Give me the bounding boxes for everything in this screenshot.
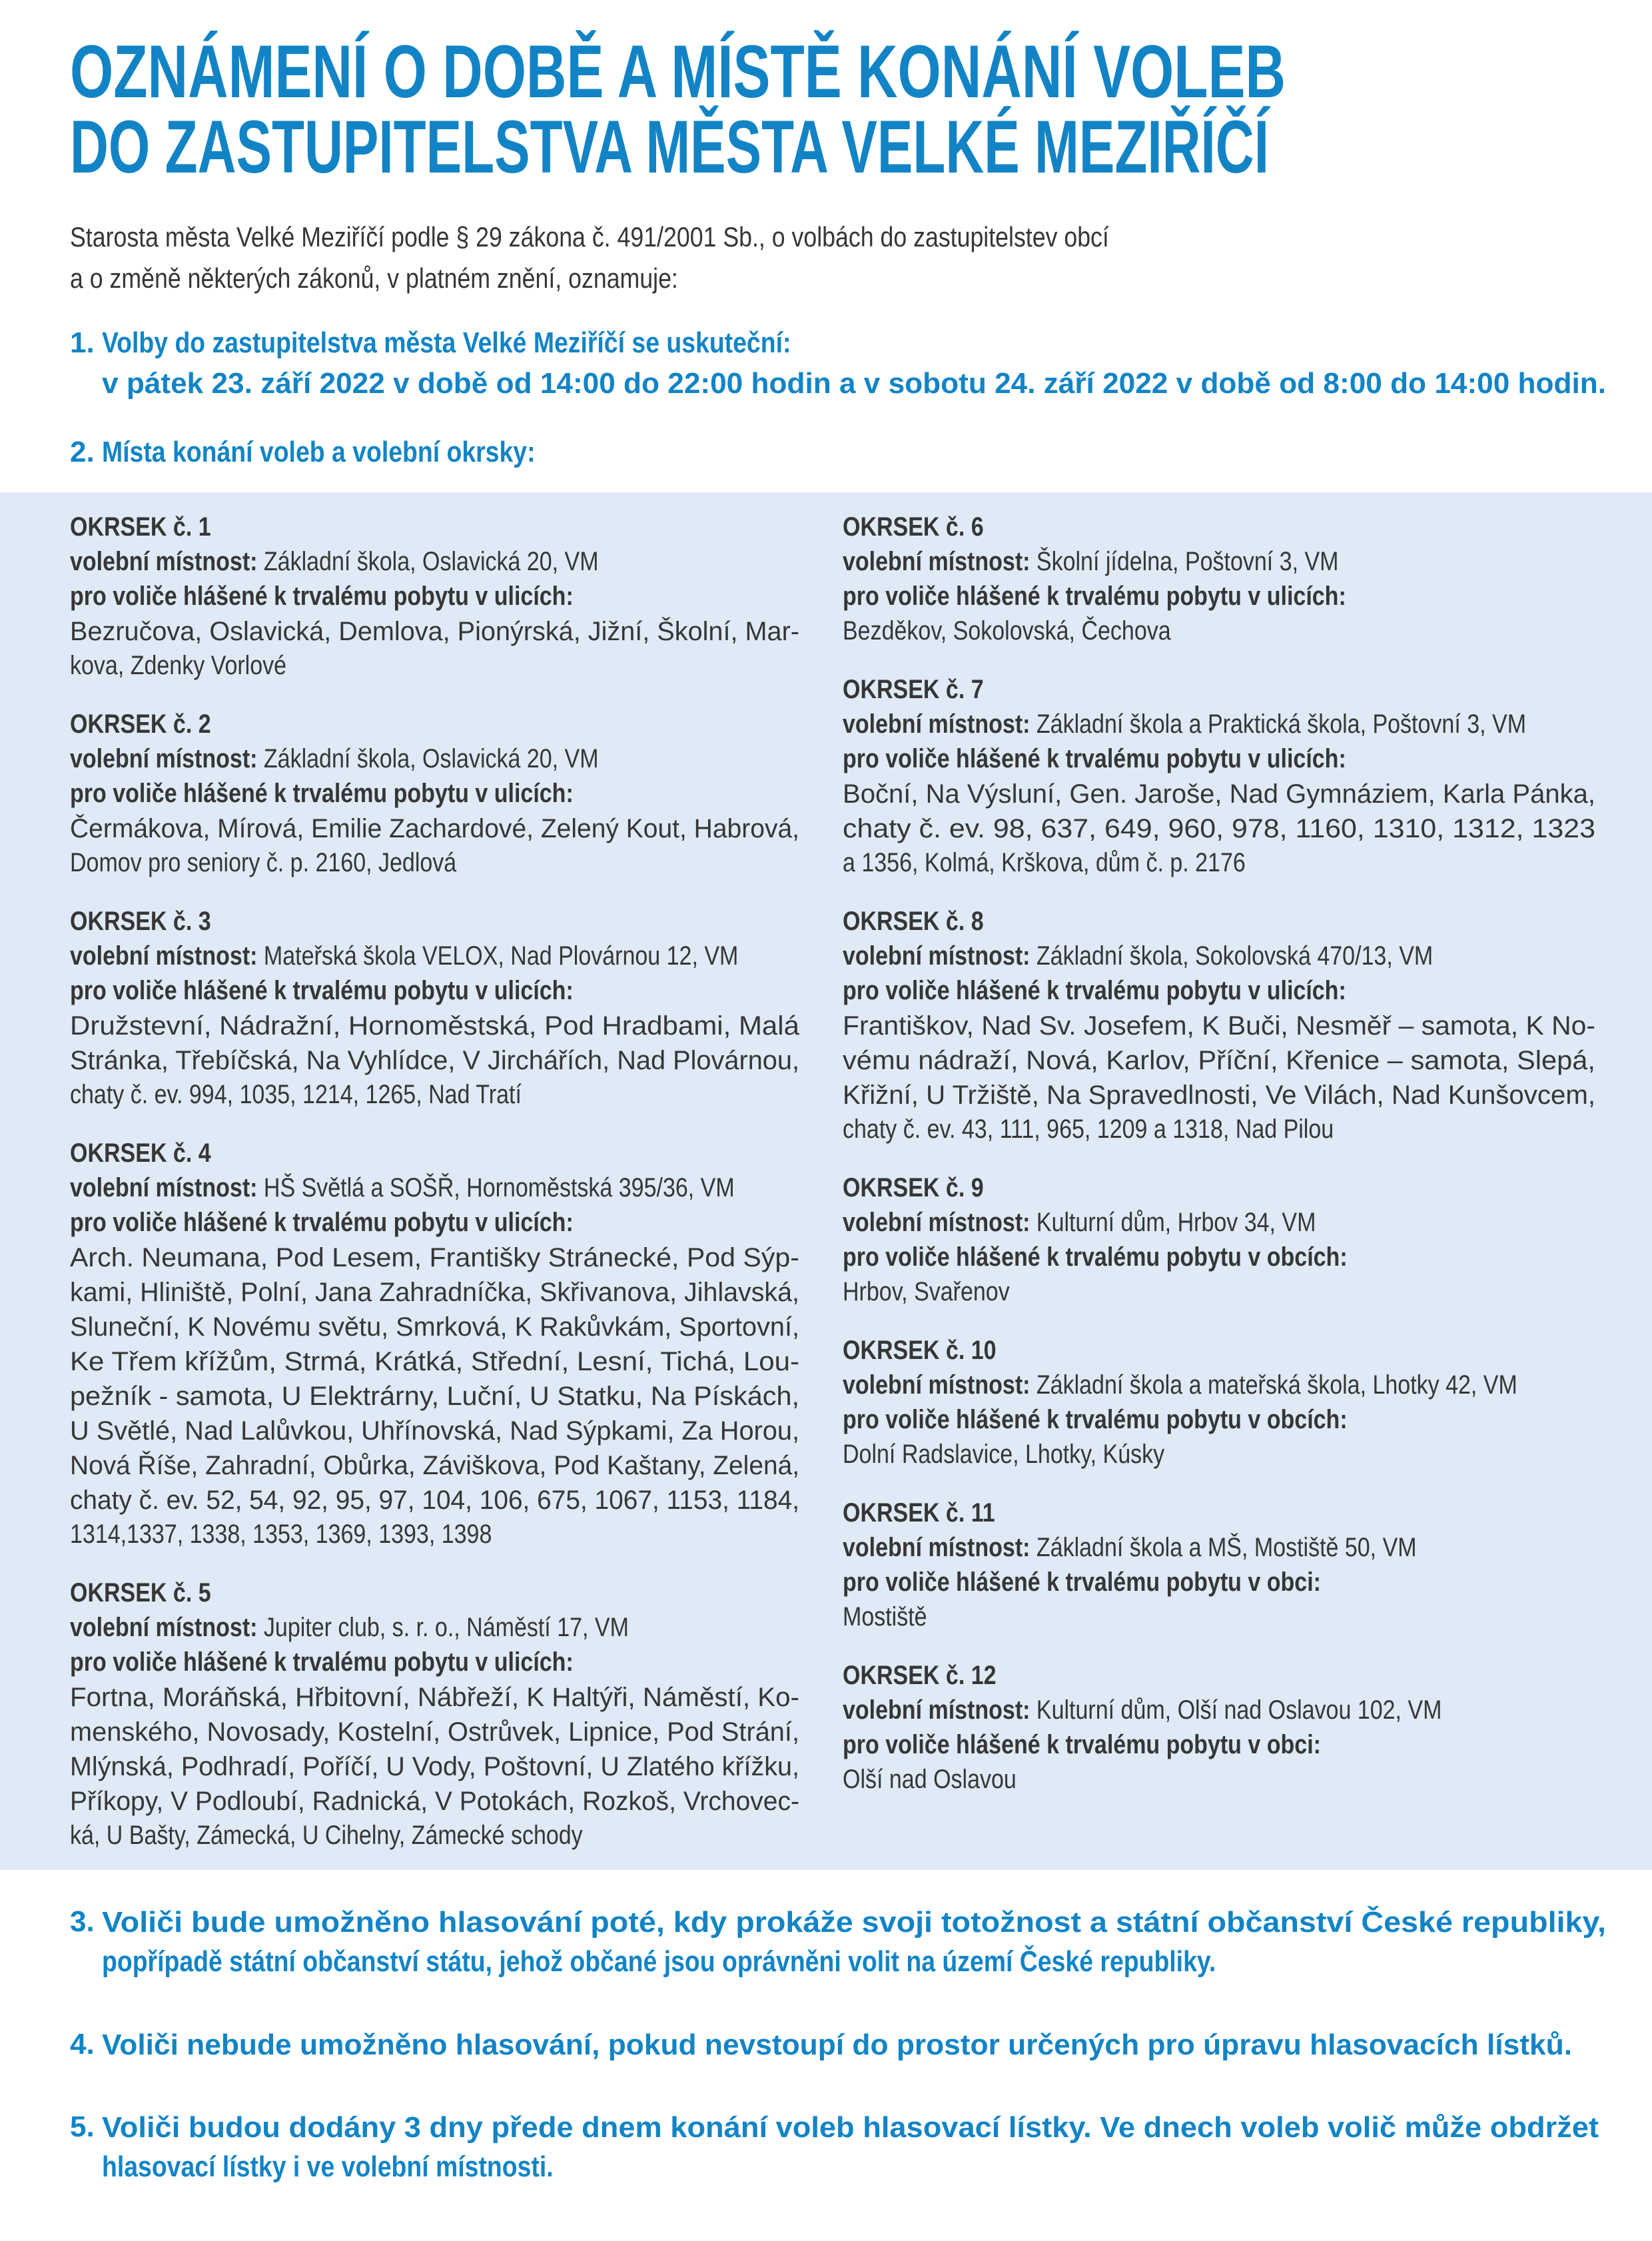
item-number: 5. — [70, 2110, 95, 2143]
okrsek-street-line — [70, 1309, 799, 1344]
okrsek-room-value: Kulturní dům, Olší nad Oslavou 102, VM — [1030, 1695, 1442, 1725]
okrsek-room-line — [70, 1610, 690, 1645]
okrsek-room-value: Základní škola, Sokolovská 470/13, VM — [1030, 941, 1434, 971]
okrsek-voters-label: pro voliče hlášené k trvalému pobytu v ulicích: — [70, 976, 574, 1005]
okrsek-block — [843, 510, 1595, 648]
okrsek-block — [70, 707, 818, 880]
svg-text:Voliči bude umožněno hlasování: Voliči bude umožněno hlasování poté, kdy prokáže svoji totožnost a státní občanství České republiky, — [102, 1906, 1519, 1939]
item-1-heading: Volby do zastupitelstva města Velké Meziříčí se uskuteční: — [102, 326, 791, 359]
intro-paragraph — [70, 217, 1652, 299]
districts-column-right — [843, 510, 1595, 1853]
item-1-dates-line — [102, 363, 1609, 403]
svg-text:U Světlé, Nad Lalůvkou, Uhříno: U Světlé, Nad Lalůvkou, Uhřínovská, Nad Sýpkami, Za Horou, — [70, 1416, 799, 1446]
okrsek-room-label: volební místnost: — [843, 1695, 1031, 1725]
okrsek-block — [843, 1496, 1595, 1634]
okrsek-voters-label: pro voliče hlášené k trvalému pobytu v obci: — [843, 1730, 1321, 1759]
okrsek-room-label: volební místnost: — [70, 941, 258, 971]
svg-text:Sluneční, K Novému světu, Smrk: Sluneční, K Novému světu, Smrková, K Rakůvkám, Sportovní, — [70, 1312, 799, 1342]
okrsek-room-label: volební místnost: — [70, 744, 258, 773]
okrsek-title: OKRSEK č. 5 — [70, 1578, 211, 1607]
okrsek-street-line — [843, 776, 1595, 811]
okrsek-title: OKRSEK č. 11 — [843, 1498, 995, 1528]
okrsek-room-label: volební místnost: — [843, 941, 1031, 971]
okrsek-street-line: a 1356, Kolmá, Krškova, dům č. p. 2176 — [843, 848, 1246, 877]
okrsek-street-line — [70, 1783, 799, 1818]
svg-text:chaty č. ev. 52, 54, 92, 95, 9: chaty č. ev. 52, 54, 92, 95, 97, 104, 106, 675, 1067, 1153, 1184, — [70, 1486, 799, 1515]
item-3-identity-requirement — [70, 1902, 1652, 1982]
svg-text:Mlýnská, Podhradí, Poříčí, U V: Mlýnská, Podhradí, Poříčí, U Vody, Poštovní, U Zlatého křížku, — [70, 1752, 799, 1781]
item-3-line-1 — [102, 1902, 1609, 1942]
svg-text:kami, Hliniště, Polní, Jana Za: kami, Hliniště, Polní, Jana Zahradníčka, Skřivanova, Jihlavská, — [70, 1278, 799, 1307]
svg-text:Stránka, Třebíčská, Na Vyhlídc: Stránka, Třebíčská, Na Vyhlídce, V Jirchářích, Nad Plovárnou, — [70, 1046, 799, 1075]
okrsek-title: OKRSEK č. 9 — [843, 1173, 984, 1202]
okrsek-room-line — [843, 544, 1483, 579]
item-2-heading: Místa konání voleb a volební okrsky: — [102, 436, 536, 468]
okrsek-title: OKRSEK č. 1 — [70, 512, 211, 542]
okrsek-block — [843, 904, 1595, 1146]
svg-text:Boční, Na Výsluní, Gen. Jaroše: Boční, Na Výsluní, Gen. Jaroše, Nad Gymnáziem, Karla Pánka, — [843, 779, 1595, 809]
svg-text:Nová Říše, Zahradní, Obůrka, Z: Nová Říše, Zahradní, Obůrka, Záviškova, Pod Kaštany, Zelená, — [70, 1451, 821, 1480]
okrsek-street-line — [70, 1344, 799, 1378]
okrsek-room-value: Základní škola, Oslavická 20, VM — [257, 744, 599, 773]
okrsek-street-line — [70, 1448, 821, 1482]
okrsek-street-line — [70, 1749, 799, 1783]
election-notice-document — [0, 30, 1652, 2241]
okrsek-street-line — [70, 614, 806, 648]
svg-text:DO ZASTUPITELSTVA MĚSTA VELKÉ: DO ZASTUPITELSTVA MĚSTA VELKÉ MEZIŘÍČÍ — [70, 105, 1271, 189]
okrsek-street-line: chaty č. ev. 994, 1035, 1214, 1265, Nad Tratí — [70, 1080, 522, 1109]
page-title-line-1 — [70, 30, 1289, 114]
okrsek-voters-label: pro voliče hlášené k trvalému pobytu v ulicích: — [843, 744, 1346, 773]
svg-text:pežník - samota, U Elektrárny,: pežník - samota, U Elektrárny, Luční, U Statku, Na Pískách, — [70, 1382, 799, 1411]
okrsek-block — [70, 510, 806, 683]
okrsek-street-line — [70, 1482, 799, 1517]
svg-text:Čermákova, Mírová, Emilie Zach: Čermákova, Mírová, Emilie Zachardové, Zelený Kout, Habrová, — [70, 814, 818, 843]
okrsek-street-line: Domov pro seniory č. p. 2160, Jedlová — [70, 848, 457, 877]
okrsek-title: OKRSEK č. 3 — [70, 907, 211, 936]
page-title-line-2 — [70, 105, 1289, 190]
item-number: 4. — [70, 2028, 95, 2060]
okrsek-voters-label: pro voliče hlášené k trvalému pobytu v ulicích: — [843, 582, 1346, 611]
okrsek-title: OKRSEK č. 6 — [843, 512, 984, 542]
okrsek-street-line: Mostiště — [843, 1602, 927, 1631]
okrsek-room-line — [843, 1368, 1517, 1402]
svg-text:vému nádraží, Nová, Karlov, Př: vému nádraží, Nová, Karlov, Příční, Křenice – samota, Slepá, — [843, 1046, 1595, 1075]
okrsek-room-line — [843, 939, 1483, 973]
page-title — [70, 30, 1652, 190]
item-number: 3. — [70, 1905, 95, 1938]
okrsek-street-line — [70, 1240, 799, 1274]
okrsek-room-label: volební místnost: — [843, 547, 1031, 576]
okrsek-street-line: 1314,1337, 1338, 1353, 1369, 1393, 1398 — [70, 1520, 492, 1549]
districts-box — [0, 492, 1652, 1870]
okrsek-room-value: Kulturní dům, Hrbov 34, VM — [1030, 1208, 1316, 1237]
item-4-booth-requirement — [70, 2024, 1652, 2064]
svg-text:chaty č. ev. 98, 637, 649, 960: chaty č. ev. 98, 637, 649, 960, 978, 1160, 1310, 1312, 1323 — [843, 814, 1595, 843]
okrsek-street-line: Bezděkov, Sokolovská, Čechova — [843, 616, 1171, 646]
okrsek-room-line — [70, 1170, 735, 1205]
okrsek-room-value: Základní škola a mateřská škola, Lhotky 42, VM — [1030, 1370, 1517, 1400]
districts-column-left — [70, 510, 821, 1853]
item-number: 1. — [70, 326, 95, 359]
svg-text:Voliči nebude umožněno hlasová: Voliči nebude umožněno hlasování, pokud nevstoupí do prostor určených pro úpravu hlasovacích lístků. — [102, 2028, 1572, 2061]
okrsek-room-line — [843, 1530, 1483, 1565]
svg-text:Bezručova, Oslavická, Demlova,: Bezručova, Oslavická, Demlova, Pionýrská, Jižní, Školní, Mar- — [70, 617, 806, 646]
okrsek-title: OKRSEK č. 10 — [843, 1336, 997, 1365]
okrsek-room-label: volební místnost: — [70, 547, 258, 576]
okrsek-room-label: volební místnost: — [843, 1370, 1031, 1400]
okrsek-voters-label: pro voliče hlášené k trvalému pobytu v ulicích: — [70, 582, 574, 611]
okrsek-room-label: volební místnost: — [70, 1613, 258, 1642]
okrsek-room-line — [843, 707, 1527, 741]
item-3-line-2: popřípadě státní občanství státu, jehož občané jsou oprávněni volit na území České republiky. — [102, 1945, 1216, 1978]
item-2-polling-places-heading — [70, 432, 1652, 472]
svg-text:v pátek 23. září 2022 v době o: v pátek 23. září 2022 v době od 14:00 do 22:00 hodin a v sobotu 24. září 2022 v době od 8:00 do 14:00 hodin. — [102, 367, 1606, 400]
svg-text:OZNÁMENÍ O DOBĚ A MÍSTĚ KONÁNÍ: OZNÁMENÍ O DOBĚ A MÍSTĚ KONÁNÍ VOLEB — [70, 30, 1286, 113]
okrsek-room-value: Mateřská škola VELOX, Nad Plovárnou 12, VM — [257, 941, 739, 971]
okrsek-room-value: Základní škola a Praktická škola, Poštovní 3, VM — [1030, 709, 1527, 739]
item-5-line-1 — [102, 2107, 1609, 2147]
item-1-election-dates — [70, 323, 1652, 403]
item-number: 2. — [70, 436, 95, 468]
okrsek-block — [843, 1658, 1595, 1797]
okrsek-street-line — [70, 1679, 799, 1714]
okrsek-room-label: volební místnost: — [843, 709, 1031, 739]
okrsek-room-value: Školní jídelna, Poštovní 3, VM — [1030, 547, 1339, 576]
okrsek-voters-label: pro voliče hlášené k trvalému pobytu v ulicích: — [70, 779, 574, 808]
okrsek-room-label: volební místnost: — [843, 1208, 1031, 1237]
okrsek-room-value: Základní škola, Oslavická 20, VM — [257, 547, 599, 576]
svg-text:Františkov, Nad Sv. Josefem, K: Františkov, Nad Sv. Josefem, K Buči, Nesměř – samota, K No- — [843, 1011, 1595, 1041]
okrsek-title: OKRSEK č. 8 — [843, 907, 984, 936]
okrsek-room-line — [70, 939, 739, 973]
okrsek-room-value: Základní škola a MŠ, Mostiště 50, VM — [1030, 1533, 1417, 1562]
item-4-line — [102, 2024, 1609, 2064]
okrsek-title: OKRSEK č. 2 — [70, 709, 211, 739]
okrsek-room-line — [843, 1693, 1483, 1727]
okrsek-voters-label: pro voliče hlášené k trvalému pobytu v obcích: — [843, 1405, 1348, 1434]
okrsek-block — [843, 1170, 1595, 1309]
intro-line: Starosta města Velké Meziříčí podle § 29 zákona č. 491/2001 Sb., o volbách do zastupitelstev obcí — [70, 221, 1109, 252]
okrsek-room-value: HŠ Světlá a SOŠŘ, Hornoměstská 395/36, VM — [257, 1173, 735, 1202]
okrsek-block — [843, 672, 1595, 880]
okrsek-block — [70, 1136, 821, 1552]
okrsek-title: OKRSEK č. 4 — [70, 1138, 211, 1168]
svg-text:Arch. Neumana, Pod Lesem, Fran: Arch. Neumana, Pod Lesem, Františky Stránecké, Pod Sýp- — [70, 1243, 799, 1272]
okrsek-room-line — [70, 741, 690, 776]
okrsek-voters-label: pro voliče hlášené k trvalému pobytu v ulicích: — [70, 1647, 574, 1677]
okrsek-street-line: Hrbov, Svařenov — [843, 1277, 1010, 1306]
item-5-ballot-delivery — [70, 2107, 1652, 2187]
okrsek-block — [70, 1575, 799, 1853]
okrsek-street-line — [843, 1077, 1595, 1112]
okrsek-street-line: Dolní Radslavice, Lhotky, Kúsky — [843, 1440, 1165, 1469]
okrsek-title: OKRSEK č. 7 — [843, 675, 984, 704]
svg-text:Fortna, Moráňská, Hřbitovní, N: Fortna, Moráňská, Hřbitovní, Nábřeží, K Haltýři, Náměstí, Ko- — [70, 1683, 799, 1712]
okrsek-street-line — [843, 1008, 1595, 1043]
okrsek-room-line — [70, 544, 690, 579]
okrsek-street-line: kova, Zdenky Vorlové — [70, 651, 287, 680]
okrsek-voters-label: pro voliče hlášené k trvalému pobytu v obci: — [843, 1568, 1321, 1597]
okrsek-street-line — [70, 1378, 799, 1413]
svg-text:Družstevní, Nádražní, Hornoměs: Družstevní, Nádražní, Hornoměstská, Pod Hradbami, Malá — [70, 1011, 800, 1041]
okrsek-street-line — [843, 1043, 1595, 1077]
okrsek-block — [70, 904, 799, 1112]
item-5-line-2: hlasovací lístky i ve volební místnosti. — [102, 2150, 554, 2183]
okrsek-voters-label: pro voliče hlášené k trvalému pobytu v obcích: — [843, 1242, 1348, 1272]
okrsek-room-label: volební místnost: — [70, 1173, 258, 1202]
okrsek-room-line — [843, 1205, 1483, 1240]
svg-text:Voliči budou dodány 3 dny před: Voliči budou dodány 3 dny přede dnem konání voleb hlasovací lístky. Ve dnech voleb volič může obdržet — [102, 2111, 1599, 2144]
okrsek-street-line: Olší nad Oslavou — [843, 1765, 1017, 1794]
okrsek-street-line — [70, 1714, 799, 1749]
okrsek-street-line: ká, U Bašty, Zámecká, U Cihelny, Zámecké schody — [70, 1821, 583, 1850]
svg-text:Ke Třem křížům, Strmá, Krátká,: Ke Třem křížům, Strmá, Krátká, Střední, Lesní, Tichá, Lou- — [70, 1347, 799, 1376]
okrsek-voters-label: pro voliče hlášené k trvalému pobytu v ulicích: — [70, 1208, 574, 1237]
svg-text:Příkopy, V Podloubí, Radnická,: Příkopy, V Podloubí, Radnická, V Potokách, Rozkoš, Vrchovec- — [70, 1787, 799, 1816]
okrsek-street-line — [70, 1043, 799, 1077]
okrsek-street-line — [843, 811, 1595, 845]
okrsek-street-line — [70, 1413, 799, 1448]
svg-text:Křižní, U Tržiště, Na Spravedl: Křižní, U Tržiště, Na Spravedlnosti, Ve Vilách, Nad Kunšovcem, — [843, 1081, 1595, 1110]
okrsek-street-line — [70, 1274, 799, 1309]
okrsek-street-line — [70, 811, 818, 845]
okrsek-room-label: volební místnost: — [843, 1533, 1031, 1562]
okrsek-block — [843, 1333, 1595, 1472]
okrsek-street-line — [70, 1008, 799, 1043]
svg-text:menského, Novosady, Kostelní,: menského, Novosady, Kostelní, Ostrůvek, Lipnice, Pod Strání, — [70, 1717, 799, 1747]
okrsek-street-line: chaty č. ev. 43, 111, 965, 1209 a 1318, Nad Pilou — [843, 1115, 1334, 1144]
okrsek-room-value: Jupiter club, s. r. o., Náměstí 17, VM — [257, 1613, 629, 1642]
okrsek-title: OKRSEK č. 12 — [843, 1661, 997, 1690]
okrsek-voters-label: pro voliče hlášené k trvalému pobytu v ulicích: — [843, 976, 1346, 1005]
intro-line: a o změně některých zákonů, v platném znění, oznamuje: — [70, 262, 678, 294]
